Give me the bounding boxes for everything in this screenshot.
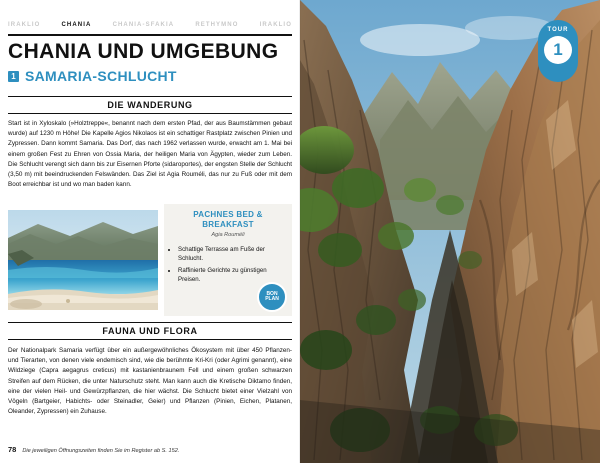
section-number-badge: 1 <box>8 71 19 82</box>
infobox-subtitle: Agia Rouméli <box>211 232 245 238</box>
section-body-fauna: Der Nationalpark Samaria verfügt über ein außergewöhnliches Ökosystem mit über 450 Pflanzen- und Tierarten, von denen viele endemisch sind, wie die berühmte Kri-Kri (oder Agrimi genannt), eine Wildziege (Capra aegagrus creticus) mit kastanienbraunem Fell und einem großen schwarzen Streifen auf dem Rücken, die unter Naturschutz steht. Man kann auch die Kretische Diktamo finden, eine der vielen Heil- und Gewürzpflanzen, die hier wächst. Die Schlucht bietet einer Vielzahl von Vögeln (Bartgeier, Habichts- oder Steinadler, Geier) und Pflanzen (Pinien, Eichen, Platanen, Oleander, Zypressen) ein Zuhause. <box>8 347 292 416</box>
gorge-photo-page <box>300 0 600 463</box>
chapter-tab-1[interactable]: CHANIA <box>61 22 92 28</box>
section-rule-top-2 <box>8 322 292 323</box>
section-heading-wanderung: DIE WANDERUNG <box>107 100 193 110</box>
tour-badge <box>538 20 578 82</box>
chapter-tab-3[interactable]: RETHYMNO <box>195 22 239 28</box>
section-body-wanderung: Start ist in Xyloskalo (»Holztreppe«, benannt nach dem ersten Pfad, der aus Baumstämmen gebaut wurde) auf 1230 m Höhe! Die Kapelle Agios Nikolaos ist ein schattiger Rastplatz zwischen Pinien und Zypressen. Dann kommt Samaria. Das Dorf, das nach 1962 verlassen wurde, erwacht am 1. Mai bei einem großen Fest zu Ehren von Ossia Maria, der heiligen Maria von Ägypten, wieder zum Leben. Die Schlucht verengt sich dann bis zur Eisernen Pforte (sidaroportes), der engsten Stelle der Schlucht (3,50 m) mit beeindruckenden Felswänden. Das Ziel ist Agia Rouméli, das nur zu Fuß oder mit dem Boot erreichbar ist und wo man baden kann. <box>8 120 292 189</box>
infobox-bullet: • Raffinierte Gerichte zu günstigen Preisen. <box>178 266 286 285</box>
infobox-bullet-list <box>170 245 286 285</box>
chapter-tab-bar <box>8 22 292 28</box>
section-subheading <box>8 68 177 84</box>
infobox-bullet: • Schattige Terrasse am Fuße der Schlucht. <box>178 245 286 264</box>
beach-photo <box>8 210 158 310</box>
section-rule-bottom-1 <box>8 113 292 114</box>
header-divider <box>8 34 292 36</box>
chapter-tab-0[interactable]: IRAKLIO <box>8 22 41 28</box>
infobox-title: PACHNES BED & BREAKFAST <box>193 210 263 229</box>
section-rule-bottom-2 <box>8 339 292 340</box>
footer-note: Die jeweiligen Öffnungszeiten finden Sie im Register ab S. 152. <box>22 448 180 454</box>
tour-badge-label: TOUR <box>547 27 569 33</box>
chapter-tab-2[interactable]: CHANIA-SFAKIA <box>112 22 175 28</box>
section-heading-fauna: FAUNA UND FLORA <box>102 326 198 336</box>
page-number: 78 <box>8 445 17 454</box>
chapter-tab-4[interactable]: IRAKLIO <box>259 22 292 28</box>
bon-plan-badge: BON PLAN <box>257 282 287 312</box>
section-rule-top-1 <box>8 96 292 97</box>
infobox-pachnes <box>164 204 292 316</box>
page-footer <box>8 445 292 454</box>
page-title: CHANIA UND UMGEBUNG <box>8 40 279 63</box>
tour-badge-number: 1 <box>544 36 572 64</box>
page-gutter <box>299 0 301 463</box>
section-title: SAMARIA-SCHLUCHT <box>25 68 177 84</box>
